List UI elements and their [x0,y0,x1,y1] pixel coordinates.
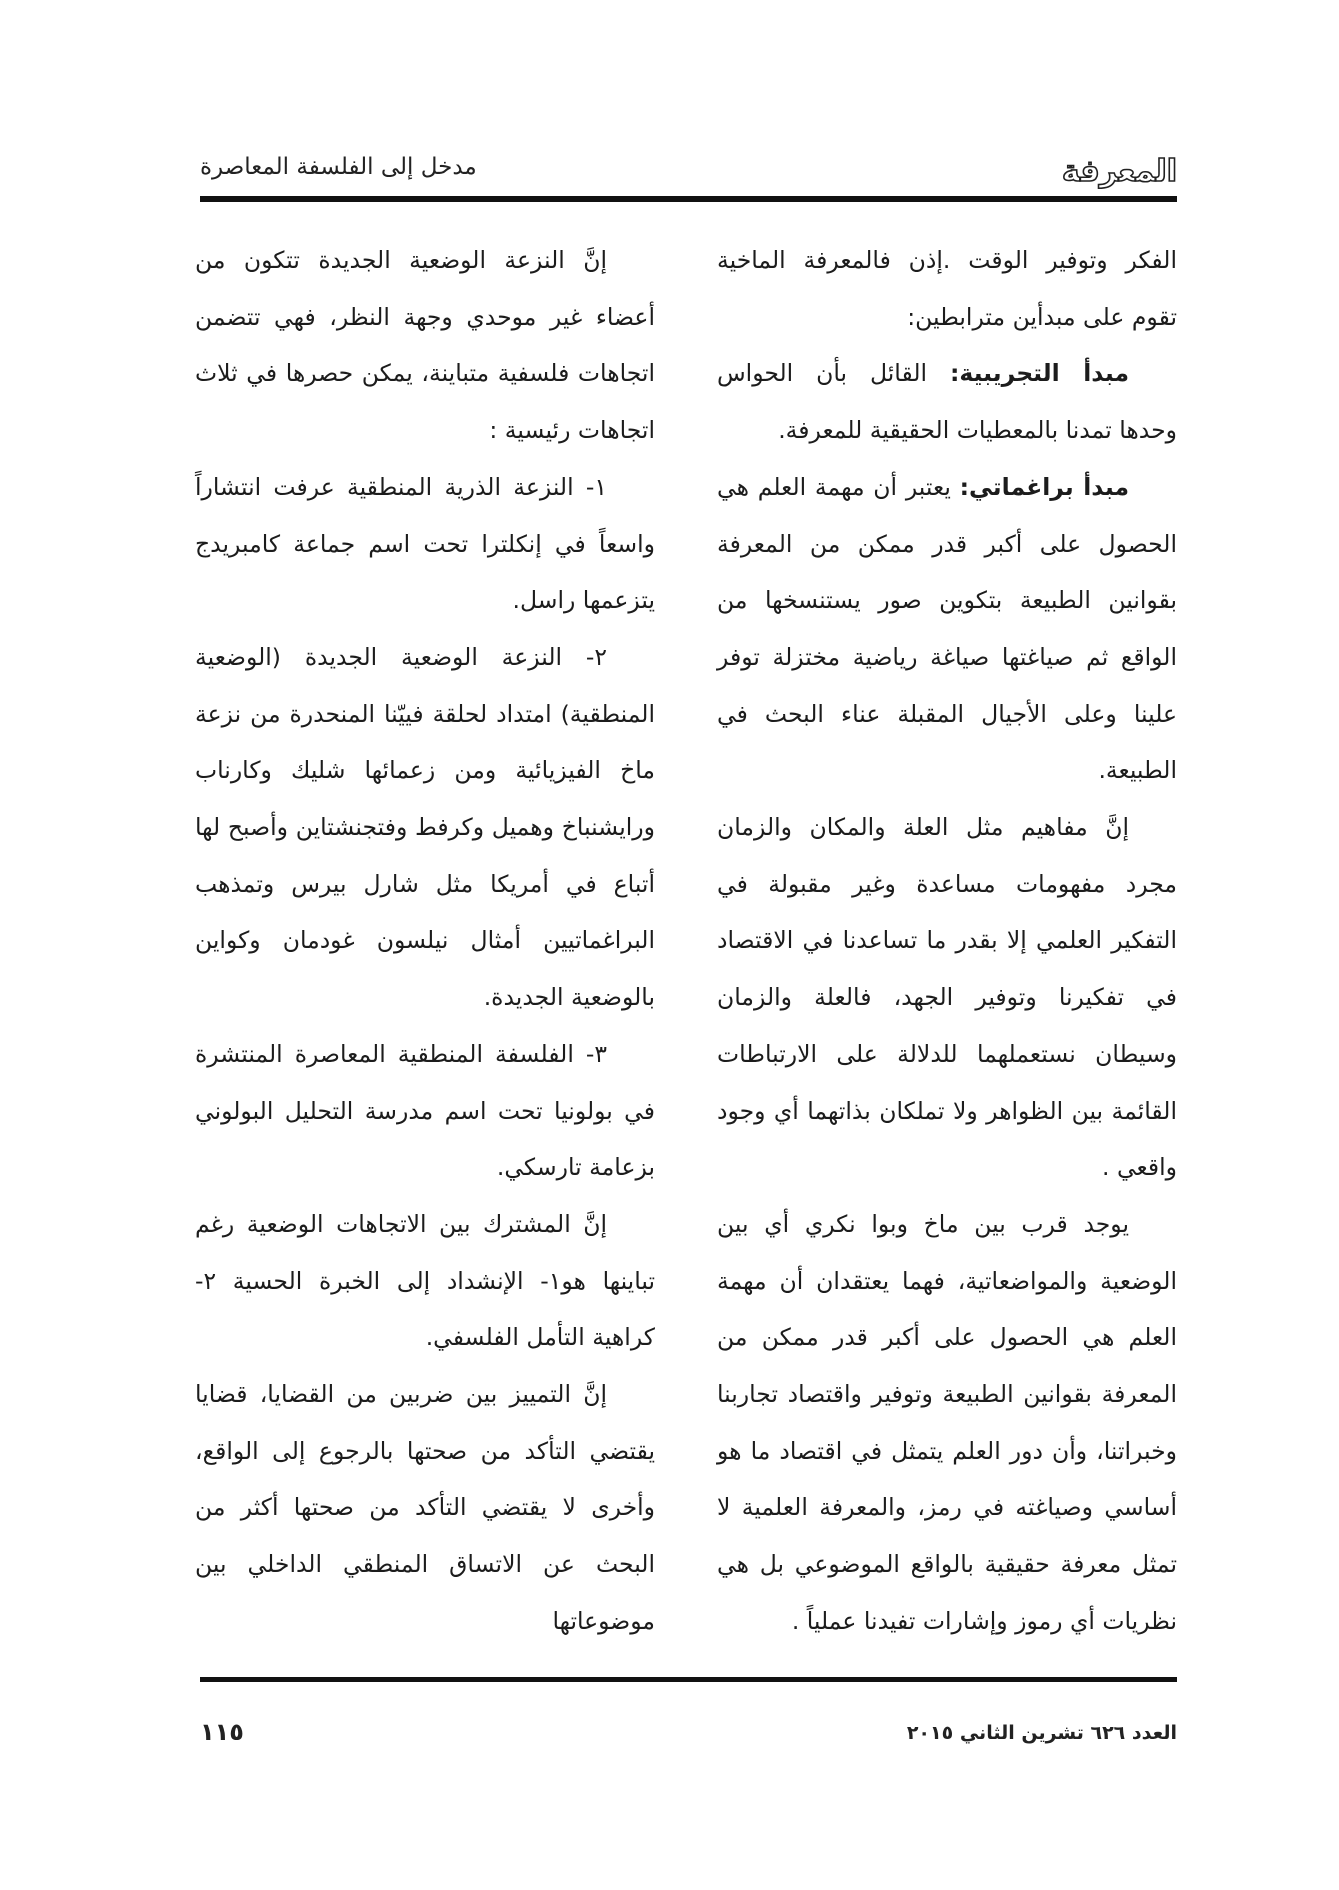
header-rule [200,196,1177,202]
paragraph: الفكر وتوفير الوقت .إذن فالمعرفة الماخية تقوم على مبدأين مترابطين: [717,246,1177,331]
left-column [195,232,655,1650]
right-column [717,232,1177,1650]
paragraph: إنَّ المشترك بين الاتجاهات الوضعية رغم تباينها هو١- الإنشداد إلى الخبرة الحسية ٢- كراهية التأمل الفلسفي. [195,1209,655,1352]
paragraph-text: يعتبر أن مهمة العلم هي الحصول على أكبر قدر ممكن من المعرفة بقوانين الطبيعة بتكوين صور يستنسخها من الواقع ثم صياغتها صياغة رياضية مختزلة توفر علينا وعلى الأجيال المقبلة عناء البحث في الطبيعة. [717,472,1177,785]
issue-info: العدد ٦٢٦ تشرين الثاني ٢٠١٥ [906,1722,1177,1744]
list-item: ١- النزعة الذرية المنطقية عرفت انتشاراً واسعاً في إنكلترا تحت اسم جماعة كامبريدج يتزعمها راسل. [195,472,655,615]
paragraph: إنَّ النزعة الوضعية الجديدة تتكون من أعضاء غير موحدي وجهة النظر، فهي تتضمن اتجاهات فلسفية متباينة، يمكن حصرها في ثلاث اتجاهات رئيسية : [195,246,655,445]
list-item: ٣- الفلسفة المنطقية المعاصرة المنتشرة في بولونيا تحت اسم مدرسة التحليل البولوني بزعامة تارسكي. [195,1039,655,1182]
paragraph: إنَّ التمييز بين ضربين من القضايا، قضايا يقتضي التأكد من صحتها بالرجوع إلى الواقع، وأخرى لا يقتضي التأكد من صحتها أكثر من البحث عن الاتساق المنطقي الداخلي بين موضوعاتها [195,1380,655,1635]
paragraph-text: القائل بأن الحواس وحدها تمدنا بالمعطيات الحقيقية للمعرفة. [717,359,1177,445]
term-label: مبدأ التجريبية: [949,359,1129,388]
page-header [200,146,1177,196]
page-number: ١١٥ [200,1718,244,1746]
paragraph: يوجد قرب بين ماخ وبوا نكري أي بين الوضعية والمواضعاتية، فهما يعتقدان أن مهمة العلم هي الحصول على أكبر قدر ممكن من المعرفة بقوانين الطبيعة وتوفير واقتصاد تجاربنا وخبراتنا، وأن دور العلم يتمثل في اقتصاد ما هو أساسي وصياغته في رمز، والمعرفة العلمية لا تمثل معرفة حقيقية بالواقع الموضوعي بل هي نظريات أي رموز وإشارات تفيدنا عملياً . [717,1209,1177,1635]
paragraph [717,345,1177,458]
magazine-logo: المعرفة [1061,154,1177,189]
footer-rule [200,1677,1177,1682]
running-title: مدخل إلى الفلسفة المعاصرة [200,154,477,180]
term-label: مبدأ براغماتي: [959,472,1129,501]
list-item: ٢- النزعة الوضعية الجديدة (الوضعية المنطقية) امتداد لحلقة فييّنا المنحدرة من نزعة ماخ الفيزيائية ومن زعمائها شليك وكارناب ورايشنباخ وهميل وكرفط وفتجنشتاين وأصبح لها أتباع في أمريكا مثل شارل بيرس وتمذهب البراغماتيين أمثال نيلسون غودمان وكواين بالوضعية الجديدة. [195,642,655,1012]
paragraph [717,459,1177,799]
paragraph: إنَّ مفاهيم مثل العلة والمكان والزمان مجرد مفهومات مساعدة وغير مقبولة في التفكير العلمي إلا بقدر ما تساعدنا في الاقتصاد في تفكيرنا وتوفير الجهد، فالعلة والزمان وسيطان نستعملهما للدلالة على الارتباطات القائمة بين الظواهر ولا تملكان بذاتهما أي وجود واقعي . [717,813,1177,1182]
